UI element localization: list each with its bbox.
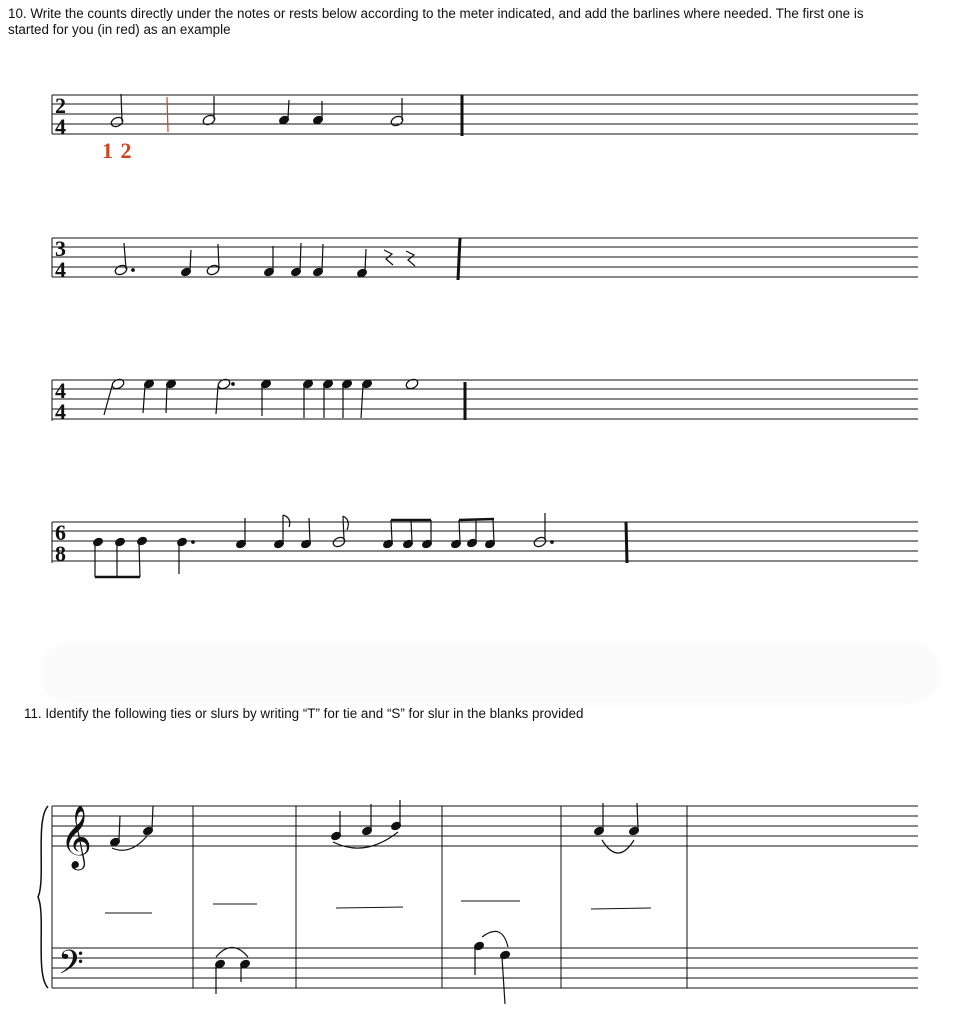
example-barline [167, 97, 168, 132]
grand-staff-brace [38, 806, 48, 988]
staff-2-notes [114, 238, 460, 280]
staff-1-notes [110, 94, 462, 136]
blank-5 [591, 908, 651, 909]
meter-bottom-3: 4 [55, 399, 66, 424]
grand-staff-notes [109, 800, 639, 1004]
meter-top-1: 2 [55, 93, 66, 118]
treble-staff [52, 806, 918, 846]
time-signature-3 [55, 378, 66, 424]
meter-top-3: 4 [55, 378, 66, 403]
bass-clef-icon: 𝄢 [58, 944, 84, 990]
bass-staff [52, 948, 918, 988]
time-signature-2 [55, 236, 66, 282]
time-signature-4 [55, 520, 66, 566]
question-10-instructions: 10. Write the counts directly under the notes or rests below according to the meter indicated, and add the barlines where needed. The first one is started for you (in red) as an example [8, 6, 864, 37]
meter-bottom-1: 4 [55, 114, 66, 139]
meter-bottom-4: 8 [55, 541, 66, 566]
answer-blanks[interactable] [105, 901, 651, 913]
treble-clef-icon: 𝄞 [60, 805, 92, 868]
meter-top-4: 6 [55, 520, 66, 545]
meter-bottom-2: 4 [55, 257, 66, 282]
staff-3 [52, 380, 918, 421]
meter-top-2: 3 [55, 236, 66, 261]
blank-3 [336, 907, 403, 908]
staff-4-notes [92, 513, 627, 577]
example-counts: 1 2 [102, 138, 133, 163]
staff-1 [52, 95, 918, 134]
question-11-instructions: 11. Identify the following ties or slurs by writing “T” for tie and “S” for slur in the blanks provided [24, 706, 584, 721]
time-signature-1 [55, 93, 66, 139]
